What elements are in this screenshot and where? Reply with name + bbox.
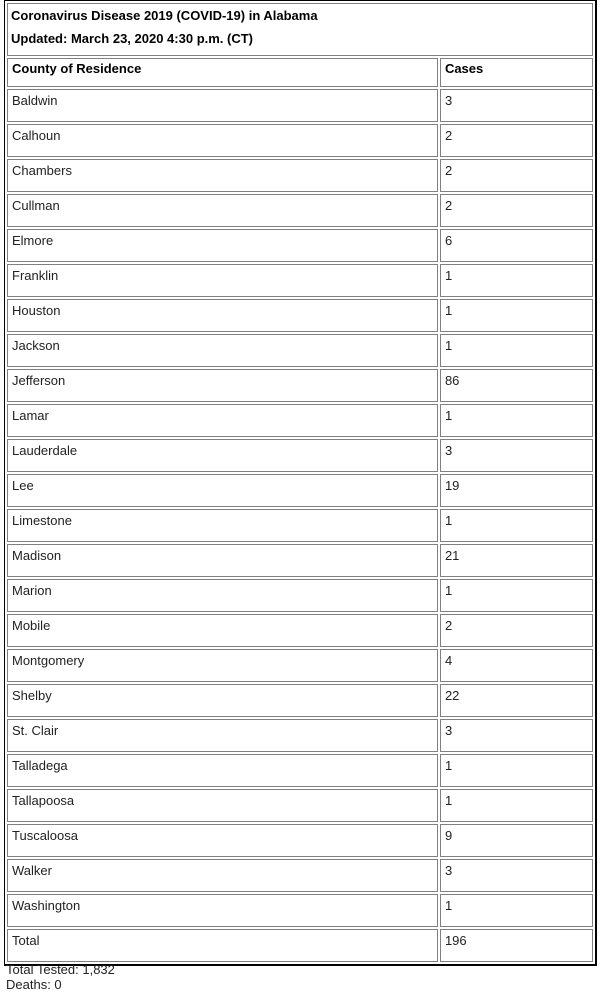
county-cell: Talladega [7,754,438,787]
cases-cell: 3 [440,719,593,752]
county-cell: Calhoun [7,124,438,157]
table-row [7,404,593,437]
cases-cell: 3 [440,89,593,122]
caption-cell [7,3,593,56]
table-row [7,614,593,647]
cases-cell: 2 [440,194,593,227]
cases-cell: 1 [440,754,593,787]
total-row [7,929,593,962]
table-row [7,369,593,402]
county-cases-table [4,0,597,966]
table-row [7,579,593,612]
county-cell: Tuscaloosa [7,824,438,857]
document-title: Coronavirus Disease 2019 (COVID-19) in Alabama [11,8,318,23]
county-cell: Franklin [7,264,438,297]
cases-cell: 1 [440,509,593,542]
cases-cell: 6 [440,229,593,262]
county-cell: Jefferson [7,369,438,402]
county-cell: Houston [7,299,438,332]
county-cell: Lauderdale [7,439,438,472]
cases-cell: 1 [440,299,593,332]
summary [6,962,115,992]
county-cell: Montgomery [7,649,438,682]
cases-cell: 3 [440,859,593,892]
table-row [7,509,593,542]
county-cell: Mobile [7,614,438,647]
county-cell: Madison [7,544,438,577]
table-row [7,159,593,192]
table-row [7,859,593,892]
cases-cell: 1 [440,789,593,822]
county-cell: Lamar [7,404,438,437]
county-cell: Baldwin [7,89,438,122]
cases-cell: 2 [440,614,593,647]
table-row [7,894,593,927]
table-row [7,824,593,857]
county-cell: Walker [7,859,438,892]
cases-cell: 1 [440,404,593,437]
cases-cell: 196 [440,929,593,962]
table-row [7,719,593,752]
table-row [7,544,593,577]
county-cell: Washington [7,894,438,927]
cases-column-header: Cases [440,58,593,87]
county-cell: Jackson [7,334,438,367]
cases-cell: 2 [440,124,593,157]
cases-cell: 1 [440,264,593,297]
county-cell: Chambers [7,159,438,192]
table-row [7,124,593,157]
cases-cell: 1 [440,894,593,927]
county-cell: Shelby [7,684,438,717]
table-row [7,334,593,367]
header-row [7,58,593,87]
county-cell: Cullman [7,194,438,227]
county-cell: Marion [7,579,438,612]
county-cell: Lee [7,474,438,507]
cases-cell: 9 [440,824,593,857]
cases-cell: 1 [440,579,593,612]
county-cell: St. Clair [7,719,438,752]
cases-cell: 22 [440,684,593,717]
table-row [7,754,593,787]
cases-cell: 86 [440,369,593,402]
county-column-header: County of Residence [7,58,438,87]
table-row [7,684,593,717]
table-row [7,474,593,507]
table-row [7,789,593,822]
table-row [7,89,593,122]
cases-cell: 3 [440,439,593,472]
table-row [7,439,593,472]
cases-cell: 1 [440,334,593,367]
caption-row [7,3,593,56]
cases-cell: 4 [440,649,593,682]
table-row [7,194,593,227]
table-row [7,229,593,262]
table-row [7,264,593,297]
county-cell: Total [7,929,438,962]
cases-cell: 2 [440,159,593,192]
table-row [7,649,593,682]
county-cell: Elmore [7,229,438,262]
county-cell: Limestone [7,509,438,542]
county-cell: Tallapoosa [7,789,438,822]
deaths-count: Deaths: 0 [6,977,62,992]
cases-cell: 21 [440,544,593,577]
updated-timestamp: Updated: March 23, 2020 4:30 p.m. (CT) [11,31,254,46]
cases-cell: 19 [440,474,593,507]
table-row [7,299,593,332]
total-tested: Total Tested: 1,832 [6,962,115,977]
